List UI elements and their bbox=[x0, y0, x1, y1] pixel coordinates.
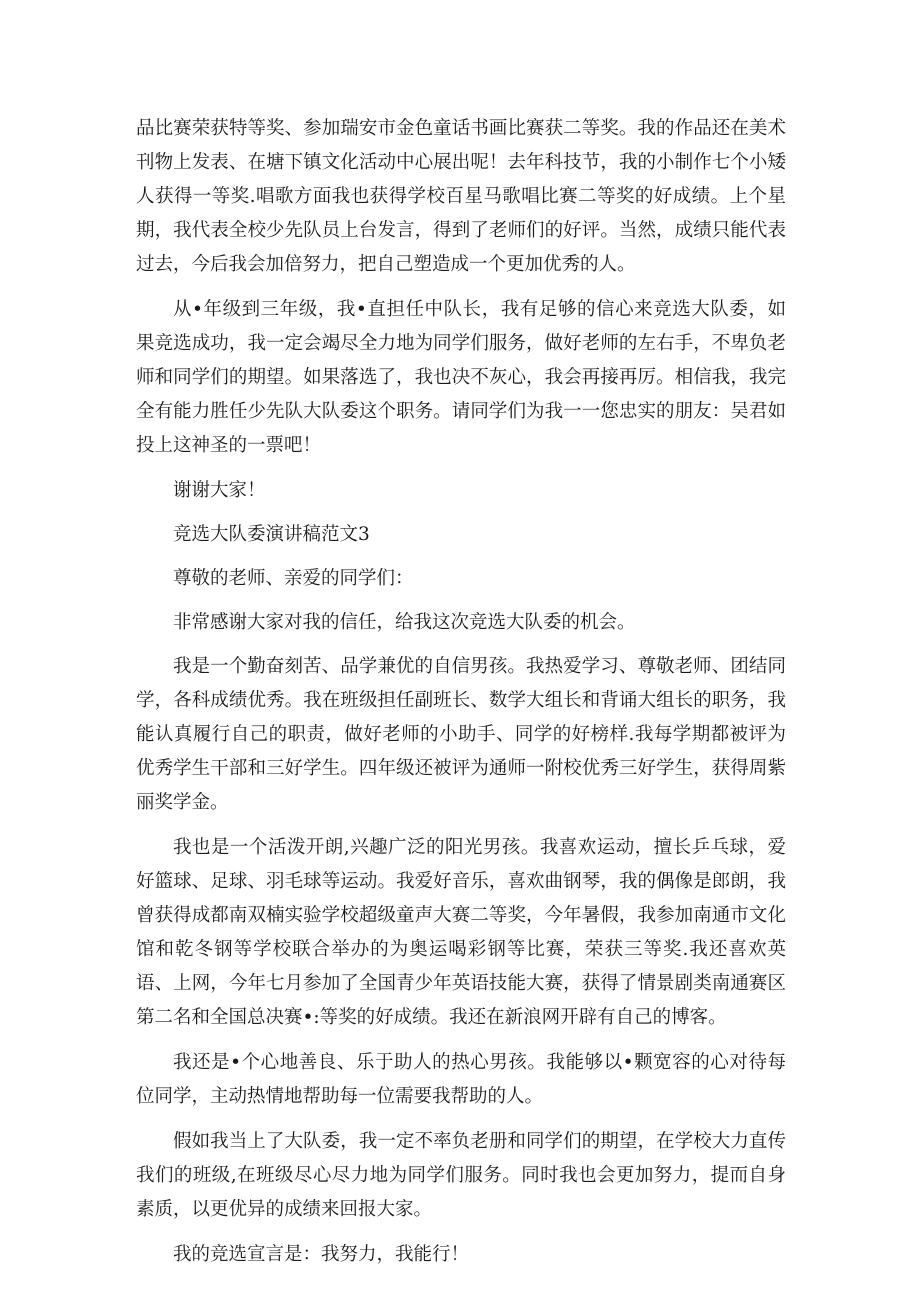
document-body bbox=[136, 112, 786, 1283]
section-title: 竞选大队委演讲稿范文3 bbox=[173, 524, 370, 545]
paragraph-greeting: 尊敬的老师、亲爱的同学们： bbox=[173, 568, 414, 589]
paragraph-campaign: 从•年级到三年级，我•直担任中队长，我有足够的信心来竞选大队委，如果竞选成功，我一定会竭尽全力地为同学们服务，做好老师的左右手，不卑负老师和同学们的期望。如果落选了，我也决不灰心，我会再接再厉。相信我，我完全有能力胜任少先队大队委这个职务。请同学们为我一一您忠实的朋友：吴君如投上这神圣的一票吧！ bbox=[136, 299, 786, 456]
paragraph-gratitude: 非常感谢大家对我的信任，给我这次竞选大队委的机会。 bbox=[173, 612, 636, 633]
paragraph-hobbies: 我也是一个活泼开朗,兴趣广泛的阳光男孩。我喜欢运动，擅长乒乓球，爱好篮球、足球、羽毛球等运动。我爱好音乐，喜欢曲钢琴，我的偶像是郎朗，我曾获得成都南双楠实验学校超级童声大赛二等奖，今年暑假，我参加南通市文化馆和乾冬钢等学校联合举办的为奥运喝彩钢等比赛，荣获三等奖.我还喜欢英语、上网，今年七月参加了全国青少年英语技能大赛，获得了情景剧类南通赛区第二名和全国总决赛•:等奖的好成绩。我还在新浪网开辟有自己的博客。 bbox=[136, 837, 786, 1028]
paragraph-character: 我还是•个心地善良、乐于助人的热心男孩。我能够以•颗宽容的心对待每位同学，主动热情地帮助每一位需要我帮助的人。 bbox=[136, 1052, 786, 1107]
paragraph-self-intro: 我是一个勤奋刻苦、品学兼优的自信男孩。我热爱学习、尊敬老师、团结同学，各科成绩优秀。我在班级担任副班长、数学大组长和背诵大组长的职务，我能认真履行自己的职责，做好老师的小助手、同学的好榜样.我每学期都被评为优秀学生干部和三好学生。四年级还被评为通师一附校优秀三好学生，获得周紫丽奖学金。 bbox=[136, 656, 786, 813]
paragraph-thanks: 谢谢大家！ bbox=[173, 480, 266, 501]
paragraph-awards: 品比赛荣获特等奖、参加瑞安市金色童话书画比赛获二等奖。我的作品还在美术刊物上发表、在塘下镇文化活动中心展出呢！去年科技节，我的小制作七个小矮人获得一等奖.唱歌方面我也获得学校百星马歌唱比赛二等奖的好成绩。上个星期，我代表全校少先队员上台发言，得到了老师们的好评。当然，成绩只能代表过去，今后我会加倍努力，把自己塑造成一个更加优秀的人。 bbox=[136, 118, 786, 275]
paragraph-promise: 假如我当上了大队委，我一定不率负老册和同学们的期望，在学校大力直传我们的班级,在班级尽心尽力地为同学们服务。同时我也会更加努力，提而自身素质，以更优异的成绩来回报大家。 bbox=[136, 1131, 786, 1220]
paragraph-slogan: 我的竞选宣言是：我努力，我能行！ bbox=[173, 1244, 470, 1265]
